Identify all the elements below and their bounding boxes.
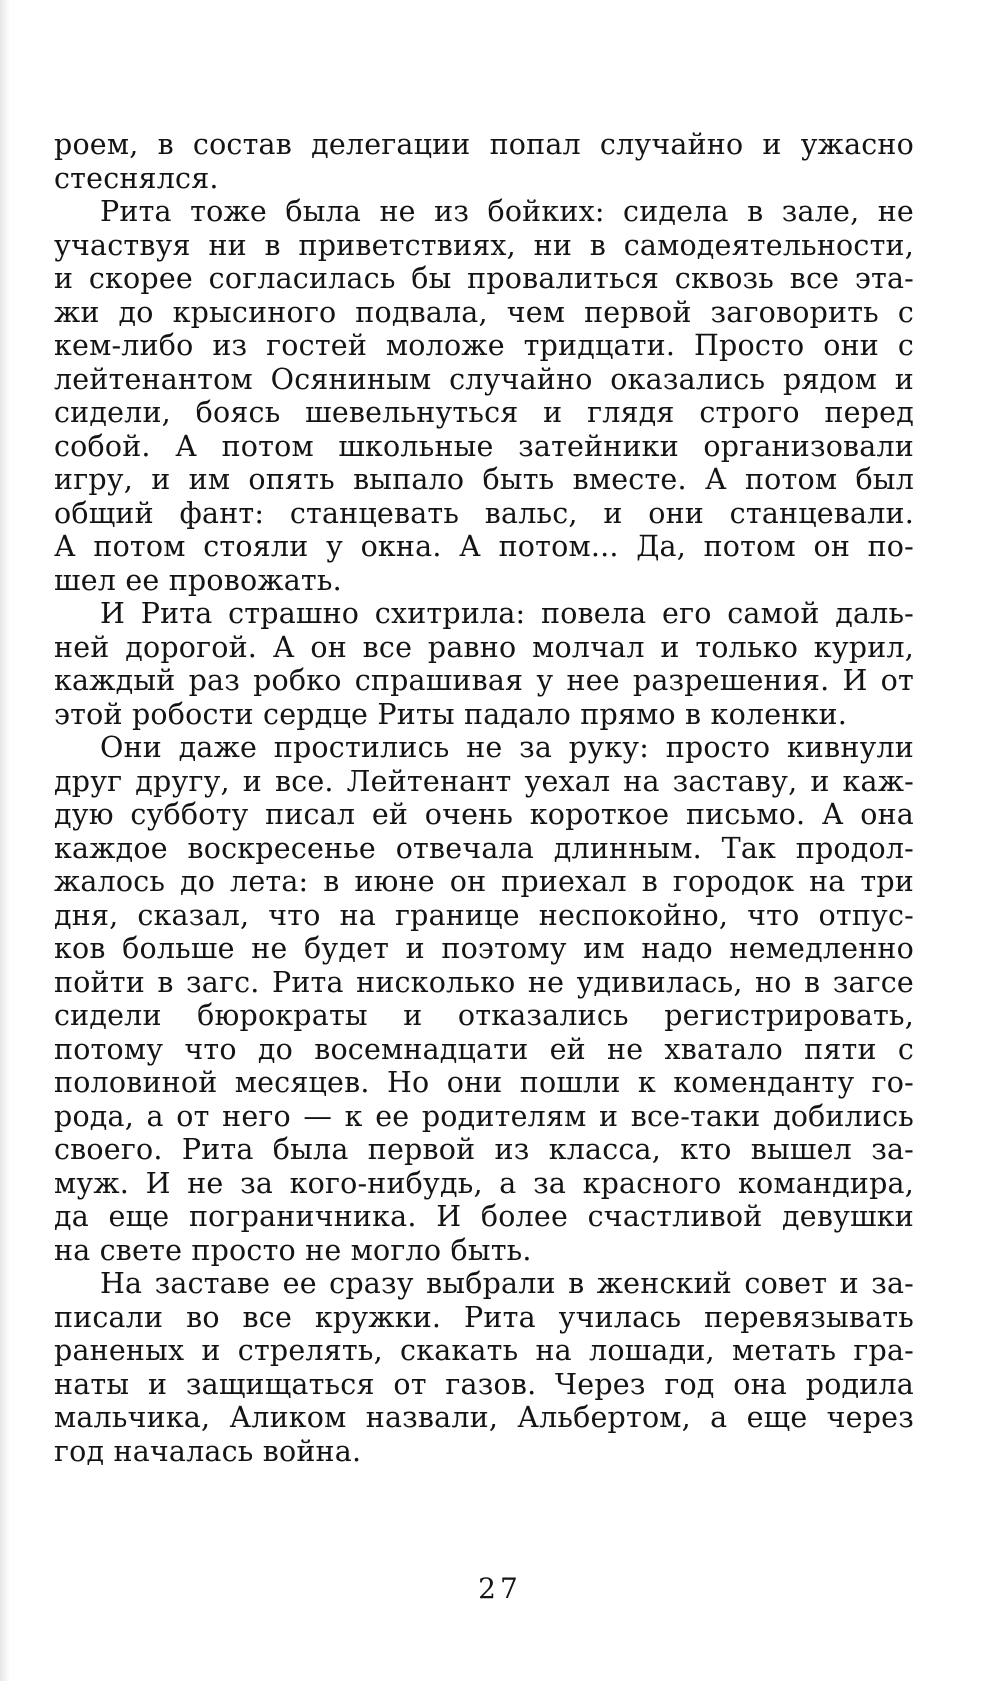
paragraph bbox=[54, 128, 914, 195]
paragraph bbox=[54, 731, 914, 1267]
text-line: участвуя ни в приветствиях, ни в самодеятельности, bbox=[54, 228, 914, 262]
text-line: половиной месяцев. Но они пошли к коменданту го- bbox=[54, 1066, 914, 1099]
text-line: общий фант: станцевать вальс, и они станцевали. bbox=[54, 496, 914, 530]
text-line: Рита тоже была не из бойких: сидела в зале, не bbox=[100, 195, 914, 228]
text-line: собой. А потом школьные затейники организовали bbox=[54, 429, 914, 463]
text-line: и скорее согласилась бы провалиться сквозь все эта- bbox=[54, 262, 914, 295]
page-number: 27 bbox=[478, 1572, 522, 1605]
text-line: жи до крысиного подвала, чем первой заговорить с bbox=[54, 295, 914, 329]
text-line: потому что до восемнадцати ей не хватало пяти с bbox=[54, 1032, 914, 1066]
text-line: На заставе ее сразу выбрали в женский совет и за- bbox=[100, 1267, 914, 1300]
text-line: А потом стояли у окна. А потом... Да, потом он по- bbox=[54, 530, 914, 563]
text-line: стеснялся. bbox=[54, 161, 219, 195]
text-line: каждый раз робко спрашивая у нее разрешения. И от bbox=[54, 664, 914, 697]
text-line: наты и защищаться от газов. Через год она родила bbox=[54, 1367, 914, 1401]
paragraph bbox=[54, 1267, 914, 1468]
text-line: да еще пограничника. И более счастливой девушки bbox=[54, 1200, 914, 1233]
page-edge-shadow bbox=[0, 0, 10, 1681]
text-line: лейтенантом Осяниным случайно оказались рядом и bbox=[54, 362, 914, 396]
paragraph bbox=[54, 195, 914, 597]
text-line: рода, а от него — к ее родителям и все-таки добились bbox=[54, 1099, 914, 1133]
body-text bbox=[54, 128, 914, 1468]
text-line: кем-либо из гостей моложе тридцати. Просто они с bbox=[54, 329, 914, 362]
text-line: пойти в загс. Рита нисколько не удивилась, но в загсе bbox=[54, 965, 914, 999]
text-line: мальчика, Аликом назвали, Альбертом, а еще через bbox=[54, 1401, 914, 1434]
text-line: муж. И не за кого-нибудь, а за красного командира, bbox=[54, 1166, 914, 1200]
text-line: на свете просто не могло быть. bbox=[54, 1233, 532, 1267]
text-line: роем, в состав делегации попал случайно и ужасно bbox=[54, 128, 914, 161]
text-line: раненых и стрелять, скакать на лошади, метать гра- bbox=[54, 1334, 914, 1367]
text-line: писали во все кружки. Рита училась перевязывать bbox=[54, 1300, 914, 1334]
text-line: каждое воскресенье отвечала длинным. Так продол- bbox=[54, 831, 914, 865]
text-line: шел ее провожать. bbox=[54, 563, 342, 597]
paragraph bbox=[54, 597, 914, 731]
text-line: сидели, боясь шевельнуться и глядя строго перед bbox=[54, 396, 914, 429]
text-line: дня, сказал, что на границе неспокойно, что отпус- bbox=[54, 898, 914, 932]
text-line: этой робости сердце Риты падало прямо в коленки. bbox=[54, 697, 847, 731]
text-line: друг другу, и все. Лейтенант уехал на заставу, и каж- bbox=[54, 764, 914, 798]
text-line: своего. Рита была первой из класса, кто вышел за- bbox=[54, 1133, 914, 1166]
text-line: ков больше не будет и поэтому им надо немедленно bbox=[54, 932, 914, 965]
text-line: Они даже простились не за руку: просто кивнули bbox=[100, 731, 914, 764]
text-line: игру, и им опять выпало быть вместе. А потом был bbox=[54, 463, 914, 496]
text-line: ней дорогой. А он все равно молчал и только курил, bbox=[54, 630, 914, 664]
text-line: дую субботу писал ей очень короткое письмо. А она bbox=[54, 798, 914, 831]
text-line: И Рита страшно схитрила: повела его самой даль- bbox=[100, 597, 914, 630]
text-line: сидели бюрократы и отказались регистрировать, bbox=[54, 999, 914, 1032]
text-line: год началась война. bbox=[54, 1434, 362, 1468]
text-line: жалось до лета: в июне он приехал в городок на три bbox=[54, 865, 914, 898]
